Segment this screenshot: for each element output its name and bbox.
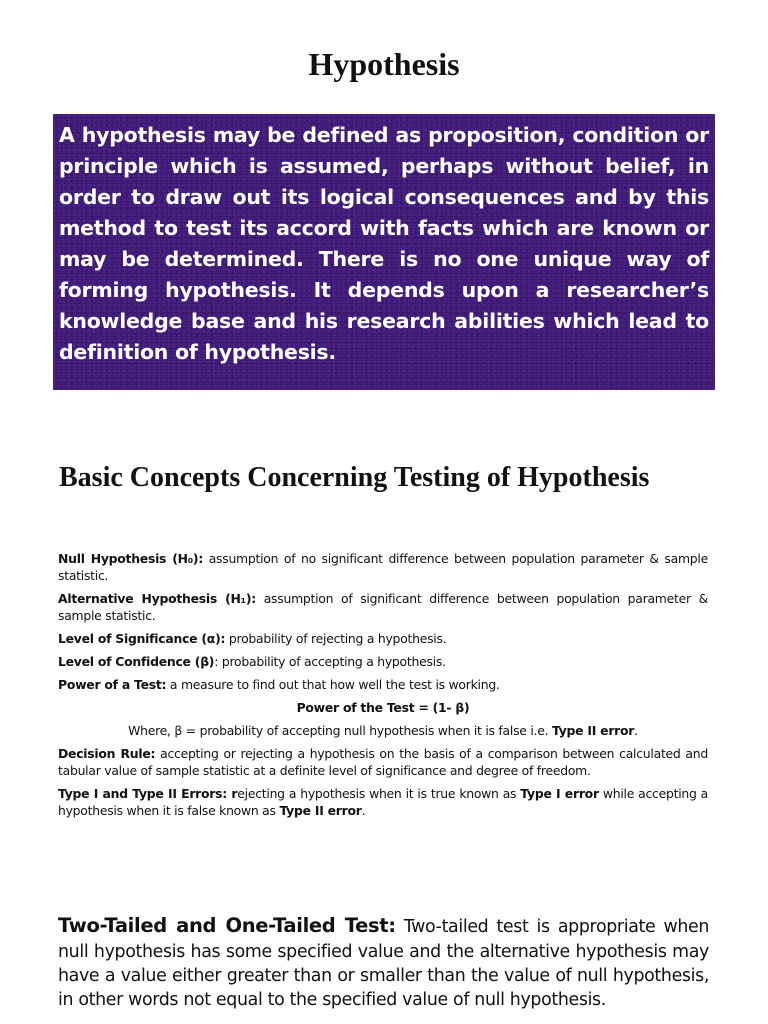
concept-text: accepting or rejecting a hypothesis on the basis of a comparison between calculated and tabular value of sample statistic at a definite level of significance and degree of freedom.	[58, 746, 708, 778]
concept-term: Level of Confidence (β)	[58, 654, 215, 669]
concept-type-errors	[58, 785, 708, 819]
concept-text: .	[361, 803, 366, 818]
concept-power-of-test	[58, 676, 708, 693]
concept-level-of-significance	[58, 630, 708, 647]
concept-text: assumption of no significant difference between population parameter & sample statistic.	[58, 551, 708, 583]
concept-term: Decision Rule:	[58, 746, 156, 761]
type-one-error: Type I error	[520, 786, 599, 801]
concept-text: while accepting a hypothesis when it is false known as	[58, 786, 708, 818]
concepts-list	[58, 550, 708, 825]
concept-term: Level of Significance (α):	[58, 631, 226, 646]
tests-text: Two-tailed test is appropriate when null hypothesis has some specified value and the alternative hypothesis may have a value either greater than or smaller than the value of null hypothesis, in other words not equal to the specified value of null hypothesis.	[58, 917, 710, 1010]
tests-term: Two-Tailed and One-Tailed Test:	[58, 914, 396, 938]
definition-text: A hypothesis may be defined as proposition, condition or principle which is assumed, perhaps without belief, in order to draw out its logical consequences and by this method to test its accord with facts which are known or may be determined. There is no one unique way of forming hypothesis. It depends upon a researcher’s knowledge base and his research abilities which lead to definition of hypothesis.	[59, 123, 709, 364]
where-end: .	[634, 723, 638, 738]
power-formula: Power of the Test = (1- β)	[296, 700, 470, 715]
concept-term: Type I and Type II Errors: r	[58, 786, 238, 801]
concept-text: probability of rejecting a hypothesis.	[225, 631, 447, 646]
definition-box	[53, 114, 715, 390]
concept-text: ejecting a hypothesis when it is true known as	[237, 786, 521, 801]
concept-term: Power of a Test:	[58, 677, 167, 692]
concept-text: : probability of accepting a hypothesis.	[214, 654, 446, 669]
concept-term: Null Hypothesis (H₀):	[58, 551, 204, 566]
concept-decision-rule	[58, 745, 708, 779]
concept-text: a measure to find out that how well the test is working.	[166, 677, 500, 692]
power-formula-where	[58, 722, 708, 739]
where-text: Where, β = probability of accepting null hypothesis when it is false i.e.	[128, 723, 552, 738]
concept-null-hypothesis	[58, 550, 708, 584]
type-two-error: Type II error	[279, 803, 362, 818]
where-term: Type II error	[551, 723, 635, 738]
concept-alternative-hypothesis	[58, 590, 708, 624]
concept-level-of-confidence	[58, 653, 708, 670]
concept-term: Alternative Hypothesis (H₁):	[58, 591, 256, 606]
page-title: Hypothesis	[308, 46, 460, 82]
section-heading: Basic Concepts Concerning Testing of Hypothesis	[59, 462, 650, 493]
concept-text: assumption of significant difference between population parameter & sample statistic.	[58, 591, 709, 623]
tests-paragraph	[58, 914, 709, 1012]
